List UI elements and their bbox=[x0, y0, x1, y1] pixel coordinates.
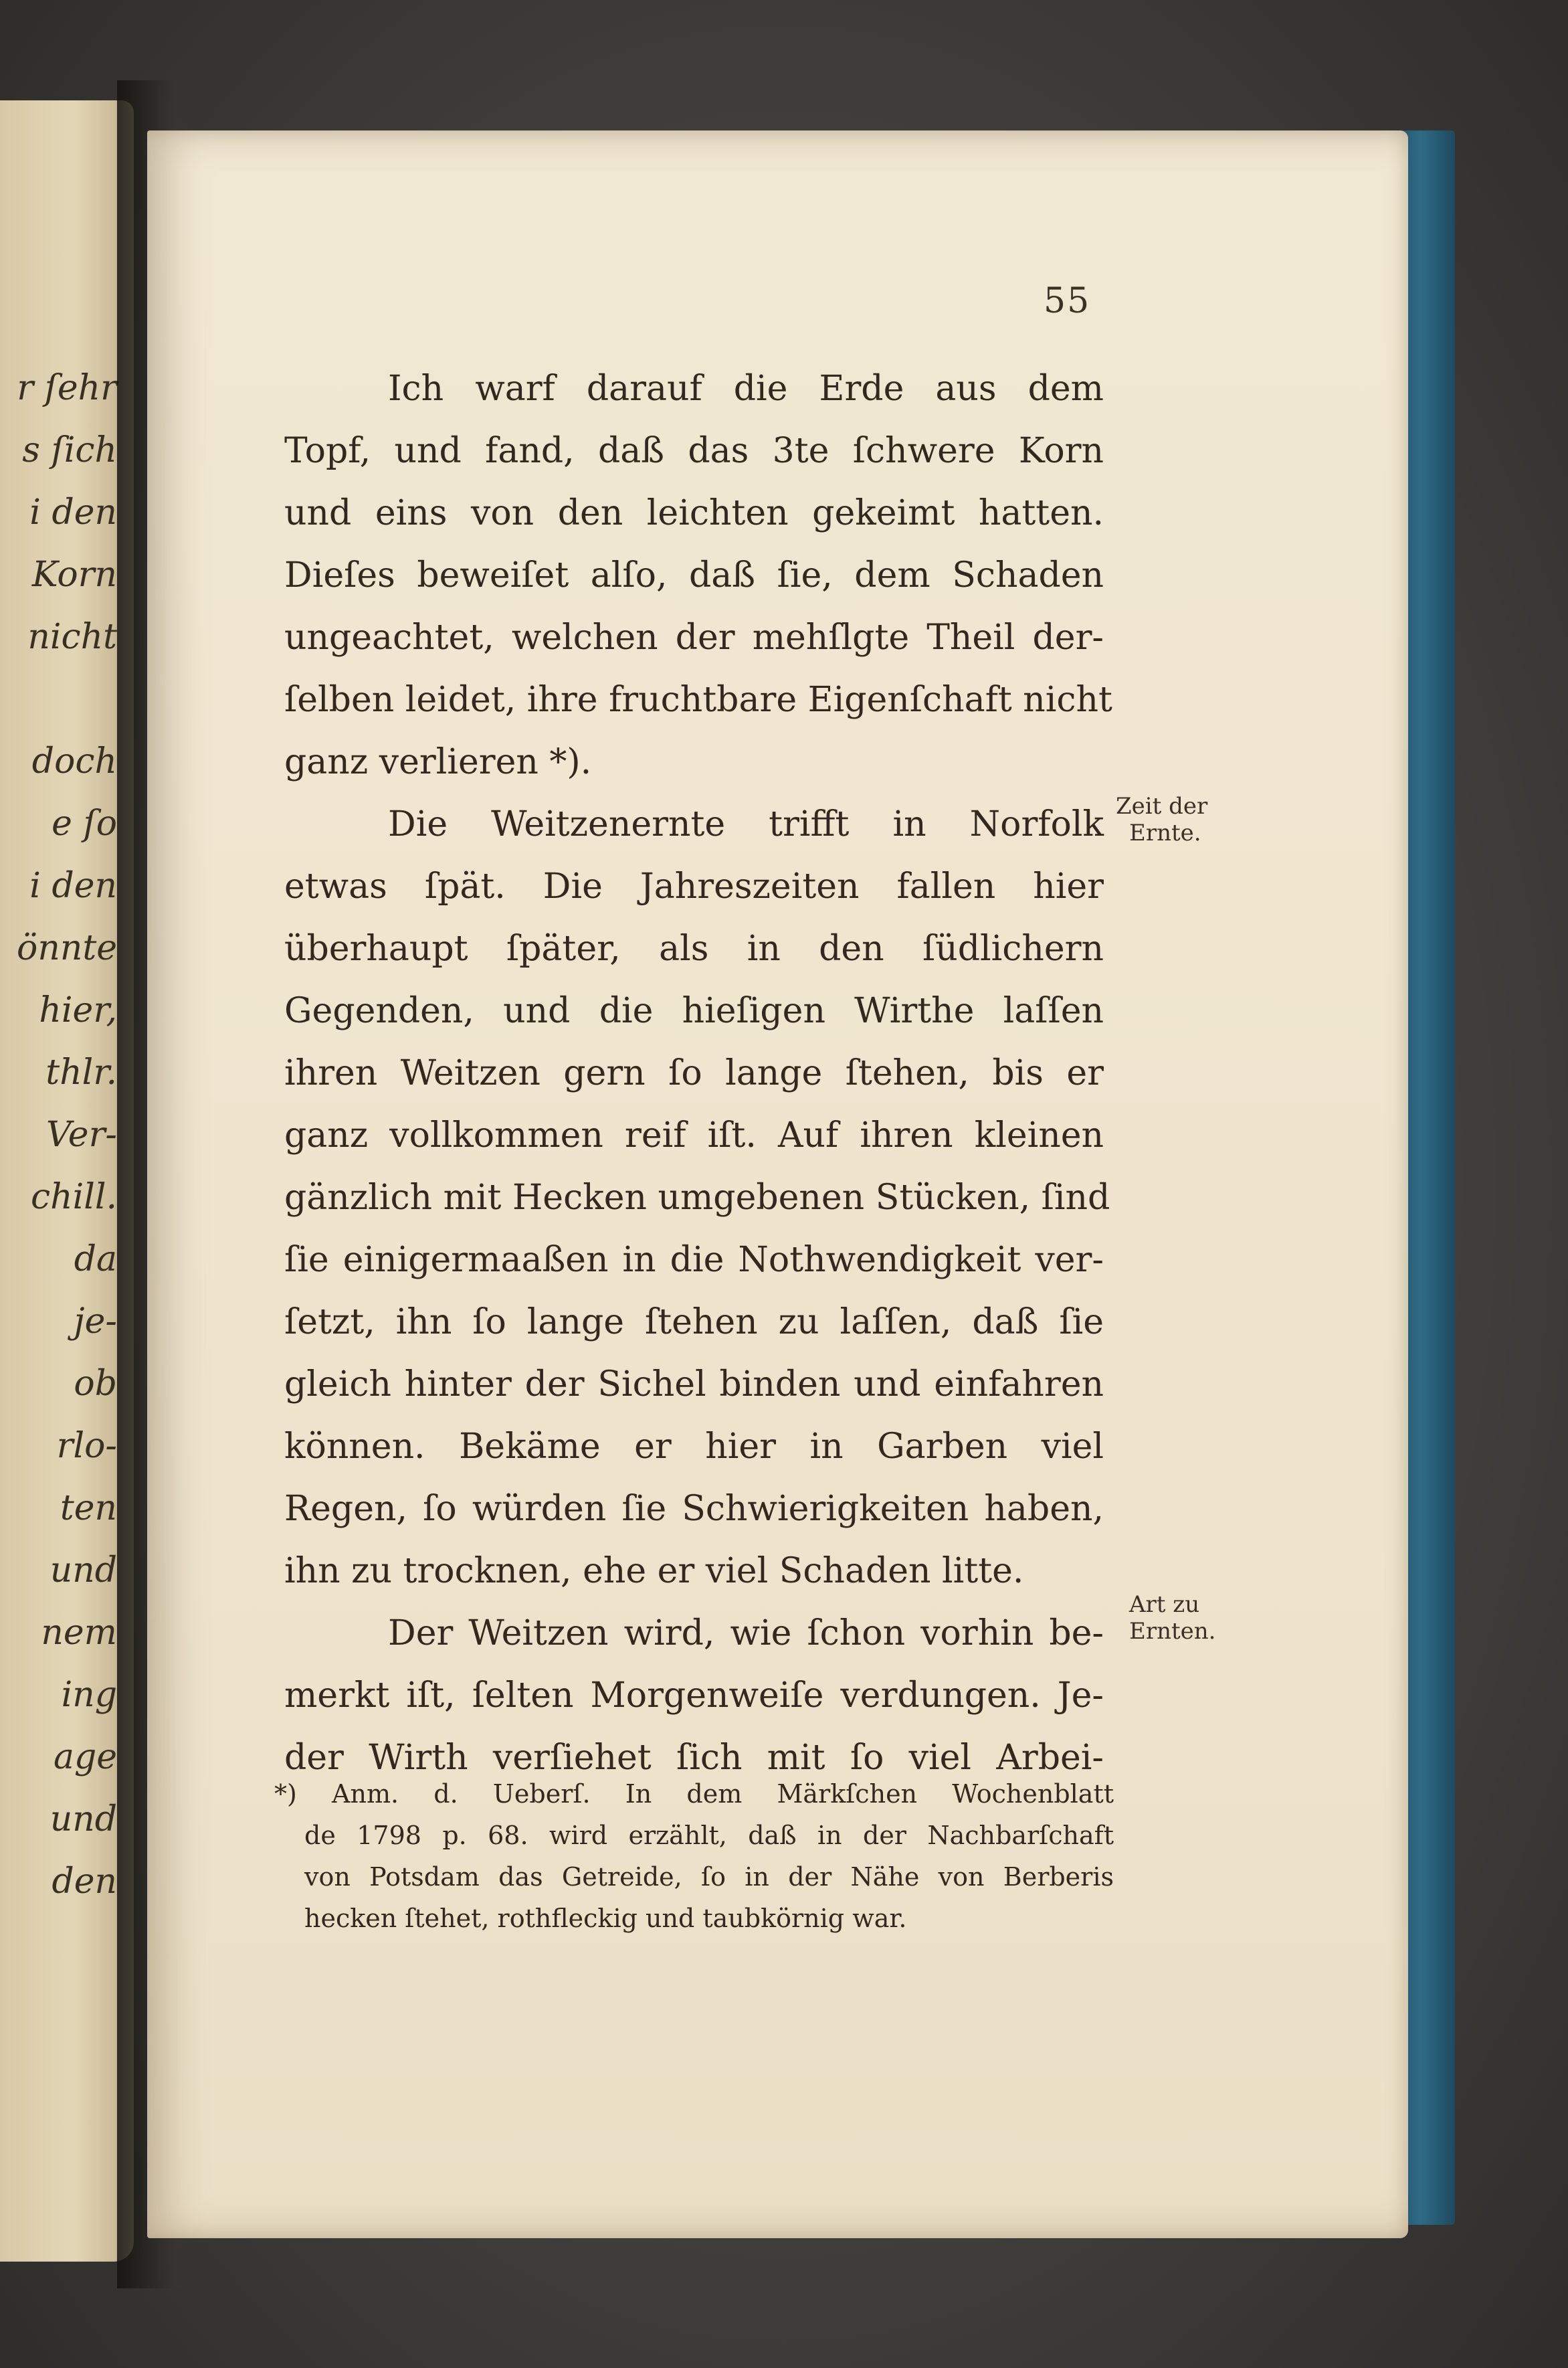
footnote-line: hecken ſtehet, rothfleckig und taubkörnig war. bbox=[304, 1904, 907, 1933]
left-fragment: und bbox=[50, 1550, 117, 1590]
left-fragment: ob bbox=[74, 1364, 117, 1404]
text-line: ihn zu trocknen, ehe er viel Schaden litte. bbox=[284, 1551, 1024, 1591]
left-fragment: ing bbox=[61, 1675, 117, 1715]
page-number: 55 bbox=[1044, 281, 1091, 321]
left-fragment: hier, bbox=[39, 990, 117, 1030]
text-line: können. Bekäme er hier in Garben viel bbox=[284, 1427, 1104, 1467]
text-line: ihren Weitzen gern ſo lange ſtehen, bis er bbox=[284, 1053, 1104, 1093]
left-fragment: Ver- bbox=[46, 1115, 117, 1155]
left-fragment: nem bbox=[41, 1613, 117, 1653]
left-fragment: thlr. bbox=[45, 1053, 117, 1093]
text-line: Gegenden, und die hieſigen Wirthe laſſen bbox=[284, 991, 1104, 1031]
margin-note-line: Ernten. bbox=[1129, 1618, 1216, 1645]
left-fragment: önnte bbox=[17, 928, 117, 968]
text-line: gänzlich mit Hecken umgebenen Stücken, ſind bbox=[284, 1178, 1110, 1218]
left-fragment: chill. bbox=[30, 1177, 117, 1217]
left-fragment: age bbox=[53, 1737, 117, 1777]
left-fragment: i den bbox=[29, 866, 117, 906]
text-line: der Wirth verſiehet ſich mit ſo viel Arbei- bbox=[284, 1738, 1104, 1778]
margin-note-harvest-time bbox=[1116, 793, 1207, 846]
footnote-line: von Potsdam das Getreide, ſo in der Nähe von Berberis bbox=[304, 1862, 1114, 1892]
left-fragment: da bbox=[74, 1239, 117, 1279]
text-line: etwas ſpät. Die Jahreszeiten fallen hier bbox=[284, 867, 1104, 907]
text-line: Ich warf darauf die Erde aus dem bbox=[388, 369, 1104, 409]
left-page-edge bbox=[0, 100, 134, 2262]
left-fragment: den bbox=[52, 1861, 117, 1902]
left-fragment: nicht bbox=[27, 617, 117, 657]
text-line: merkt iſt, ſelten Morgenweiſe verdungen. Je- bbox=[284, 1675, 1104, 1716]
margin-note-line: Zeit der bbox=[1116, 793, 1208, 820]
text-line: Topf, und fand, daß das 3te ſchwere Korn bbox=[284, 431, 1104, 471]
text-line: ganz vollkommen reif iſt. Auf ihren kleinen bbox=[284, 1115, 1104, 1156]
text-line: Der Weitzen wird, wie ſchon vorhin be- bbox=[388, 1613, 1104, 1653]
footnote-line: de 1798 p. 68. wird erzählt, daß in der Nachbarſchaft bbox=[304, 1821, 1114, 1850]
footnote bbox=[274, 1773, 1114, 1939]
text-line: gleich hinter der Sichel binden und einfahren bbox=[284, 1364, 1104, 1404]
left-fragment: je- bbox=[74, 1301, 117, 1342]
margin-note-harvest-method bbox=[1129, 1591, 1215, 1645]
left-fragment: und bbox=[50, 1799, 117, 1839]
margin-note-line: Art zu bbox=[1129, 1591, 1200, 1618]
left-fragment: i den bbox=[29, 492, 117, 533]
margin-note-line: Ernte. bbox=[1129, 820, 1201, 846]
left-fragment: rlo- bbox=[56, 1426, 117, 1466]
left-fragment: e ſo bbox=[52, 804, 117, 844]
text-line: Die Weitzenernte trifft in Norfolk bbox=[388, 804, 1104, 844]
left-fragment: r ſehr bbox=[17, 368, 117, 408]
text-line: Regen, ſo würden ſie Schwierigkeiten haben, bbox=[284, 1489, 1104, 1529]
text-line: ungeachtet, welchen der mehſlgte Theil der- bbox=[284, 618, 1104, 658]
left-fragment: ten bbox=[60, 1488, 117, 1528]
footnote-line: *) Anm. d. Ueberſ. In dem Märkſchen Wochenblatt bbox=[274, 1779, 1114, 1809]
text-line: ſelben leidet, ihre fruchtbare Eigenſchaft nicht bbox=[284, 680, 1112, 720]
text-line: ſetzt, ihn ſo lange ſtehen zu laſſen, daß ſie bbox=[284, 1302, 1104, 1342]
left-fragment: doch bbox=[31, 741, 117, 782]
text-line: ſie einigermaaßen in die Nothwendigkeit ver- bbox=[284, 1240, 1104, 1280]
text-line: überhaupt ſpäter, als in den ſüdlichern bbox=[284, 929, 1104, 969]
left-fragment: s ſich bbox=[22, 430, 117, 470]
text-line: ganz verlieren *). bbox=[284, 742, 592, 782]
text-line: und eins von den leichten gekeimt hatten. bbox=[284, 493, 1104, 533]
text-line: Dieſes beweiſet alſo, daß ſie, dem Schaden bbox=[284, 555, 1104, 596]
body-text bbox=[284, 358, 1112, 1789]
left-fragment: Korn bbox=[31, 555, 117, 595]
